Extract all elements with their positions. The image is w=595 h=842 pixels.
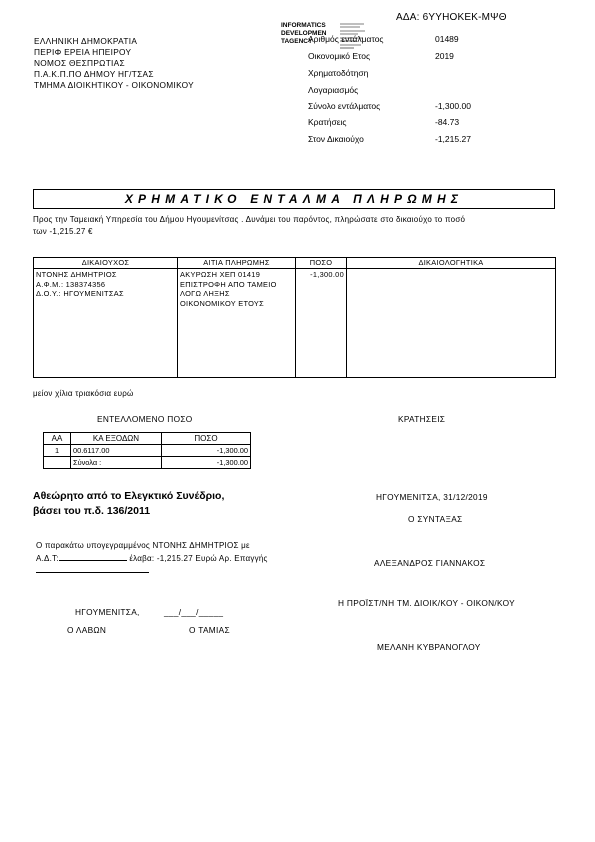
document-title: ΧΡΗΜΑΤΙΚΟ ΕΝΤΑΛΜΑ ΠΛΗΡΩΜΗΣ [33, 189, 555, 209]
summary-value: -1,215.27 [435, 134, 471, 144]
total-label: Σύνολα : [71, 457, 162, 469]
issuer-header [34, 36, 194, 91]
receipt-signature-line [36, 572, 149, 573]
reason-line: ΑΚΥΡΩΣΗ ΧΕΠ 01419 [180, 270, 261, 279]
receipt-adt-label: Α.Δ.Τ: [36, 554, 59, 563]
date-blank: ___/___/_____ [164, 607, 224, 617]
ada-code: ΑΔΑ: 6ΥΥΗΟΚΕΚ-ΜΨΘ [396, 12, 507, 23]
summary-label: Χρηματοδότηση [308, 68, 369, 78]
header-line: ΝΟΜΟΣ ΘΕΣΠΡΩΤΙΑΣ [34, 58, 125, 68]
total-value: -1,300.00 [162, 457, 251, 469]
tamias-label: Ο ΤΑΜΙΑΣ [189, 625, 230, 635]
header-line: Π.Α.Κ.Π.ΠΟ ΔΗΜΟΥ ΗΓ/ΤΣΑΣ [34, 69, 154, 79]
amount-in-words: μείον χίλια τριακόσια ευρώ [33, 389, 134, 398]
summary-label: Λογαριασμός [308, 85, 359, 95]
reason-line: ΕΠΙΣΤΡΟΦΗ ΑΠΟ ΤΑΜΕΙΟ [180, 279, 277, 289]
summary-value: 2019 [435, 51, 454, 61]
header-line: ΠΕΡΙΦ ΕΡΕΙΑ ΗΠΕΙΡΟΥ [34, 47, 132, 57]
receipt-line-2 [36, 551, 268, 565]
amount-cell: -1,300.00 [296, 269, 347, 378]
reason-line: ΟΙΚΟΝΟΜΙΚΟΥ ΕΤΟΥΣ [180, 298, 265, 308]
header-line: ΕΛΛΗΝΙΚΗ ΔΗΜΟΚΡΑΤΙΑ [34, 36, 138, 46]
col-header-poso: ΠΟΣΟ [162, 433, 251, 445]
receipt-line-1: Ο παρακάτω υπογεγραμμένος ΝΤΟΝΗΣ ΔΗΜΗΤΡΙΟΣ με [36, 541, 250, 550]
stamp-line: TAGENCY [281, 38, 313, 45]
beneficiary-doy: Δ.Ο.Υ.: ΗΓΟΥΜΕΝΙΤΣΑΣ [36, 289, 124, 298]
intro-line-1: Προς την Ταμειακή Υπηρεσία του Δήμου Ηγουμενίτσας . Δυνάμει του παρόντος, πληρώσατε στο δικαιούχο το ποσό [33, 215, 466, 224]
beneficiary-cell [34, 269, 178, 378]
receipt-received: έλαβα: -1,215.27 Ευρώ Αρ. Επαγγής [129, 554, 268, 563]
syntaxas-name: ΑΛΕΞΑΝΔΡΟΣ ΓΙΑΝΝΑΚΟΣ [374, 558, 486, 568]
place-2: ΗΓΟΥΜΕΝΙΤΣΑ, [75, 607, 140, 617]
kratiseis-label: ΚΡΑΤΗΣΕΙΣ [398, 414, 446, 424]
summary-value: -1,300.00 [435, 101, 471, 111]
entellomeno-label: ΕΝΤΕΛΛΟΜΕΝΟ ΠΟΣΟ [97, 414, 193, 424]
payment-table [33, 257, 556, 378]
summary-value: 01489 [435, 34, 459, 44]
proist-name: ΜΕΛΑΝΗ ΚΥΒΡΑΝΟΓΛΟΥ [377, 642, 481, 652]
row-aa: 1 [44, 445, 71, 457]
summary-label: Κρατήσεις [308, 117, 347, 127]
syntaxas-title: Ο ΣΥΝΤΑΞΑΣ [408, 514, 463, 524]
header-line: ΤΜΗΜΑ ΔΙΟΙΚΗΤΙΚΟΥ - ΟΙΚΟΝΟΜΙΚΟΥ [34, 80, 194, 90]
documents-cell [347, 269, 556, 378]
expense-codes-table [43, 432, 251, 469]
summary-label: Στον Δικαιούχο [308, 134, 364, 144]
col-header-ka: ΚΑ ΕΞΟΔΩΝ [71, 433, 162, 445]
place-date: ΗΓΟΥΜΕΝΙΤΣΑ, 31/12/2019 [376, 492, 488, 502]
beneficiary-afm: Α.Φ.Μ.: 138374356 [36, 279, 106, 289]
total-empty [44, 457, 71, 469]
reason-cell [178, 269, 296, 378]
col-header-beneficiary: ΔΙΚΑΙΟΥΧΟΣ [34, 258, 178, 269]
summary-label: Αριθμός εντάλματος [308, 34, 384, 44]
intro-line-2: των -1,215.27 € [33, 227, 93, 236]
beneficiary-name: ΝΤΟΝΗΣ ΔΗΜΗΤΡΙΟΣ [36, 270, 117, 279]
reason-line: ΛΟΓΩ ΛΗΞΗΣ [180, 289, 230, 298]
col-header-amount: ΠΟΣΟ [296, 258, 347, 269]
lavon-label: Ο ΛΑΒΩΝ [67, 625, 107, 635]
audit-note-line-1: Αθεώρητο από το Ελεγκτικό Συνέδριο, [33, 490, 225, 502]
summary-label: Σύνολο εντάλματος [308, 101, 381, 111]
summary-label: Οικονομικό Ετος [308, 51, 371, 61]
stamp-line: INFORMATICS [281, 22, 326, 29]
row-poso: -1,300.00 [162, 445, 251, 457]
proist-title: Η ΠΡΟΪΣΤ/ΝΗ ΤΜ. ΔΙΟΙΚ/ΚΟΥ - ΟΙΚΟΝ/ΚΟΥ [338, 598, 515, 608]
row-ka: 00.6117.00 [71, 445, 162, 457]
col-header-reason: ΑΙΤΙΑ ΠΛΗΡΩΜΗΣ [178, 258, 296, 269]
adt-blank-line [59, 551, 127, 561]
col-header-aa: ΑΑ [44, 433, 71, 445]
summary-value: -84.73 [435, 117, 460, 127]
stamp-line: DEVELOPMEN [281, 30, 327, 37]
col-header-documents: ΔΙΚΑΙΟΛΟΓΗΤΙΚΑ [347, 258, 556, 269]
audit-note-line-2: βάσει του π.δ. 136/2011 [33, 505, 151, 517]
